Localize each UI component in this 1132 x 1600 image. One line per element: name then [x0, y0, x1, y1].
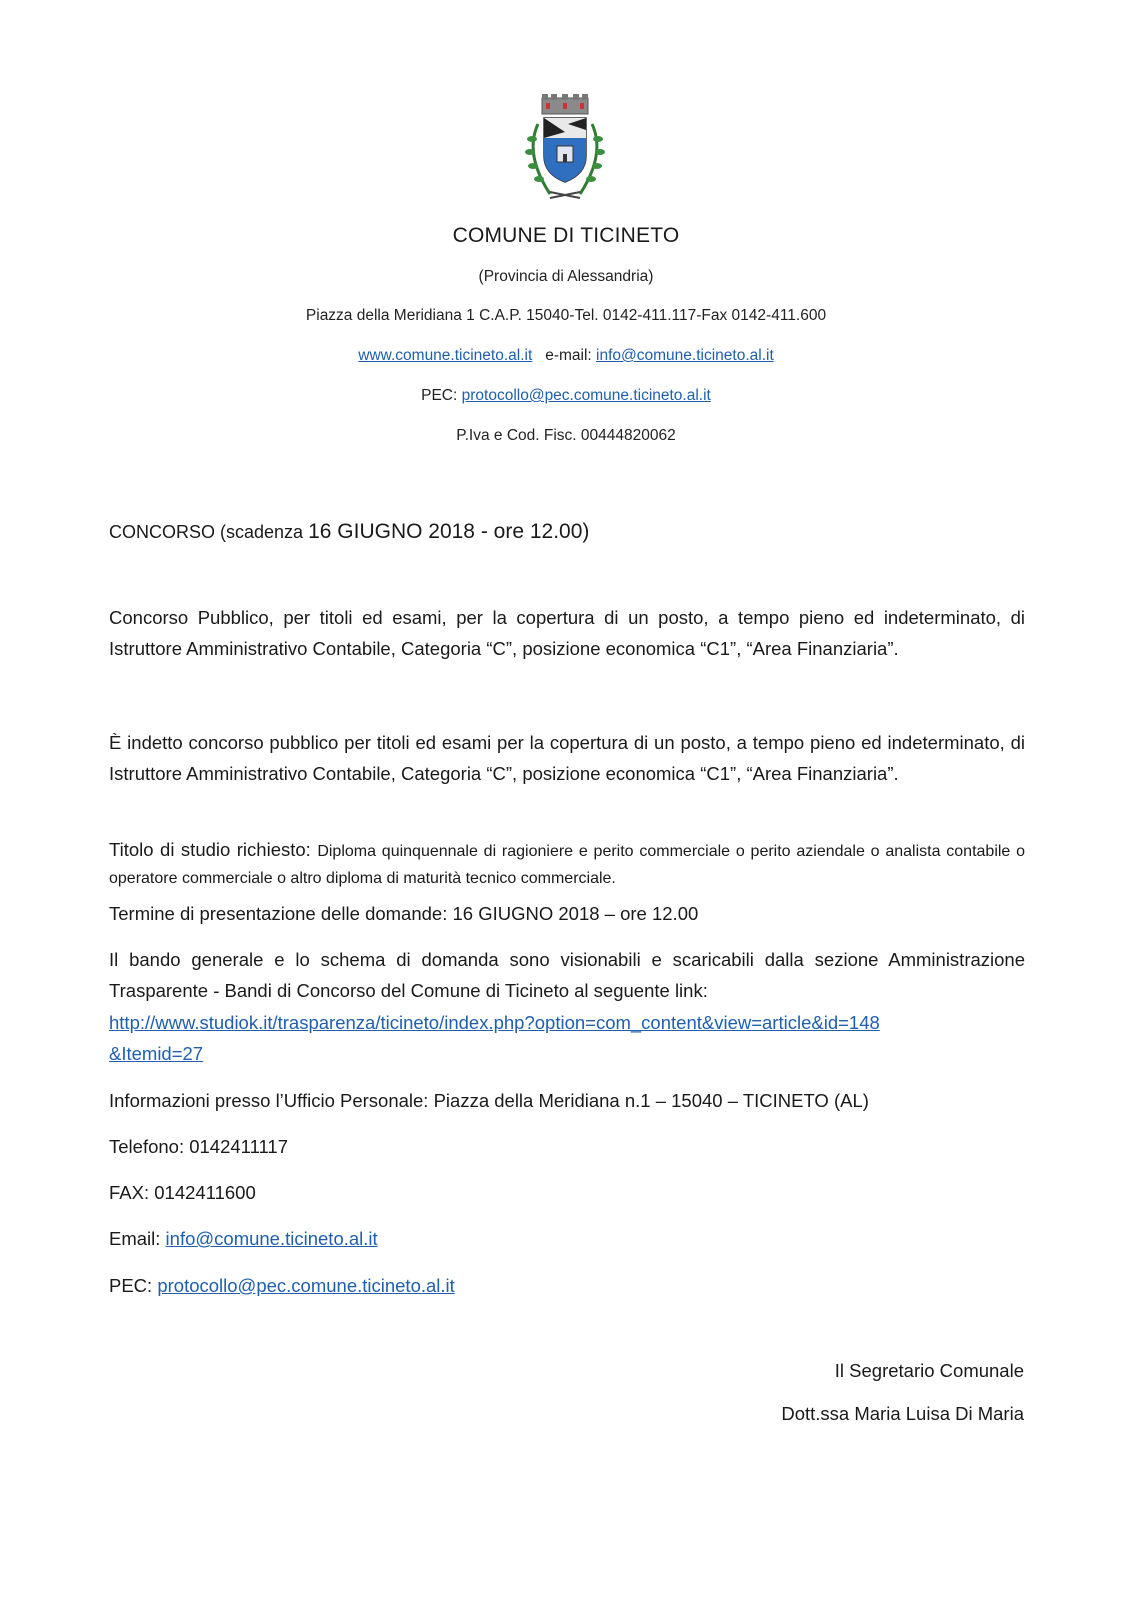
bando-paragraph: Il bando generale e lo schema di domanda sono visionabili e scaricabili dalla sezione Amministrazione Trasparente - Bandi di Concorso del Comune di Ticineto al seguente link:: [109, 949, 1025, 1001]
email-label: e-mail:: [545, 347, 592, 364]
address: Piazza della Meridiana 1 C.A.P. 15040-Tel. 0142-411.117-Fax 0142-411.600: [305, 307, 827, 324]
province: (Provincia di Alessandria): [478, 268, 654, 285]
pec-link[interactable]: protocollo@pec.comune.ticineto.al.it: [461, 387, 711, 404]
body-email-label: Email:: [109, 1228, 161, 1249]
fax: FAX: 0142411600: [109, 1182, 256, 1203]
study-requirement: [109, 837, 1025, 891]
vat-number: P.Iva e Cod. Fisc. 00444820062: [456, 427, 676, 444]
phone: Telefono: 0142411117: [109, 1136, 288, 1157]
announcement-paragraph: È indetto concorso pubblico per titoli ed esami per la copertura di un posto, a tempo pieno ed indeterminato, di Istruttore Amministrativo Contabile, Categoria “C”, posizione economica “C1”, “Area Finanziaria”.: [109, 732, 1025, 784]
website-link[interactable]: www.comune.ticineto.al.it: [358, 347, 533, 364]
intro-paragraph: Concorso Pubblico, per titoli ed esami, per la copertura di un posto, a tempo pieno ed indeterminato, di Istruttore Amministrativo Contabile, Categoria “C”, posizione economica “C1”, “Area Finanziaria”.: [109, 607, 1025, 659]
office-info: Informazioni presso l’Ufficio Personale: Piazza della Meridiana n.1 – 15040 – TICINETO (AL): [109, 1090, 869, 1111]
coat-of-arms-icon: [520, 94, 610, 206]
contact-line: [0, 347, 1132, 365]
signature-name: Dott.ssa Maria Luisa Di Maria: [781, 1403, 1024, 1424]
signature-role: Il Segretario Comunale: [834, 1360, 1024, 1381]
concorso-prefix: CONCORSO (scadenza: [109, 522, 304, 542]
body-pec-link[interactable]: protocollo@pec.comune.ticineto.al.it: [157, 1275, 455, 1296]
study-requirement-label: Titolo di studio richiesto:: [109, 839, 311, 860]
body-pec-label: PEC:: [109, 1275, 153, 1296]
municipality-title: COMUNE DI TICINETO: [452, 224, 680, 247]
concorso-deadline: 16 GIUGNO 2018 - ore 12.00): [308, 520, 590, 543]
bando-link-wrap: [109, 1007, 1025, 1069]
email-line: [109, 1223, 1025, 1254]
bando-link[interactable]: http://www.studiok.it/trasparenza/ticineto/index.php?option=com_content&view=article&id=148: [109, 1012, 880, 1033]
study-requirement-text: Diploma quinquennale di ragioniere e perito commerciale o perito aziendale o analista contabile o operatore commerciale o altro diploma di maturità tecnico commerciale.: [109, 843, 1026, 887]
body-email-link[interactable]: info@comune.ticineto.al.it: [165, 1228, 378, 1249]
concorso-heading: [109, 520, 1025, 544]
pec-body-line: [109, 1270, 1025, 1301]
pec-label: PEC:: [421, 387, 458, 404]
pec-line: [0, 387, 1132, 405]
bando-link-continued[interactable]: &Itemid=27: [109, 1043, 204, 1064]
deadline-line: Termine di presentazione delle domande: 16 GIUGNO 2018 – ore 12.00: [109, 903, 699, 924]
email-link[interactable]: info@comune.ticineto.al.it: [596, 347, 774, 364]
